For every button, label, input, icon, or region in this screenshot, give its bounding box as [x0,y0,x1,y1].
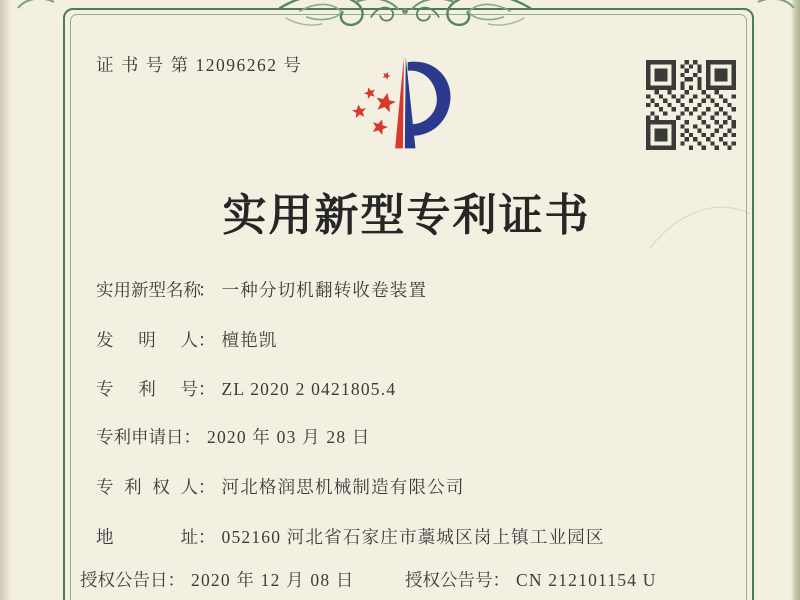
field-label: 发明人 [96,330,198,350]
field-row-address [96,524,605,549]
field-row-patentee [96,474,465,499]
field-row-inventor [96,327,278,352]
certificate-title: 实用新型专利证书 [222,191,591,240]
field-label: 专利号 [96,379,198,399]
field-colon: ： [492,570,510,590]
corner-ornament-icon [16,0,56,12]
cnipa-patent-logo-icon [336,55,462,172]
field-colon: ： [198,330,216,350]
floral-ornament-icon [276,0,534,36]
field-value: ZL 2020 2 0421805.4 [221,379,397,399]
field-label: 实用新型名称 [96,280,201,300]
field-colon: ： [198,280,216,300]
qr-code [646,60,736,150]
field-row-filing-date [96,424,371,449]
corner-ornament-icon [756,0,796,12]
field-label: 授权公告号 [405,570,493,590]
field-value: 2020 年 12 月 08 日 [191,570,355,590]
field-colon: ： [183,427,201,447]
certificate-number-line: 证 书 号 第 12096262 号 [96,55,303,75]
field-row-grant-number [405,567,657,592]
field-row-patent-number [96,376,396,401]
field-label: 授权公告日 [80,570,168,590]
field-value: CN 212101154 U [516,570,657,590]
field-colon: ： [198,379,216,399]
field-colon: ： [198,477,216,497]
field-row-invention-name [96,277,427,302]
field-colon: ： [198,527,216,547]
field-row-grant-date [80,567,355,592]
field-colon: ： [167,570,185,590]
field-label: 专利申请日 [96,427,184,447]
field-value: 河北格润思机械制造有限公司 [221,477,465,497]
field-label: 地址 [96,527,198,547]
page-edge-strip [791,0,800,600]
field-value: 檀艳凯 [221,330,278,350]
field-value: 2020 年 03 月 28 日 [207,427,371,447]
field-value: 052160 河北省石家庄市藁城区岗上镇工业园区 [221,527,605,547]
scan-edge-shadow [0,0,12,600]
field-value: 一种分切机翻转收卷装置 [221,280,428,300]
field-label: 专利权人 [96,477,198,497]
